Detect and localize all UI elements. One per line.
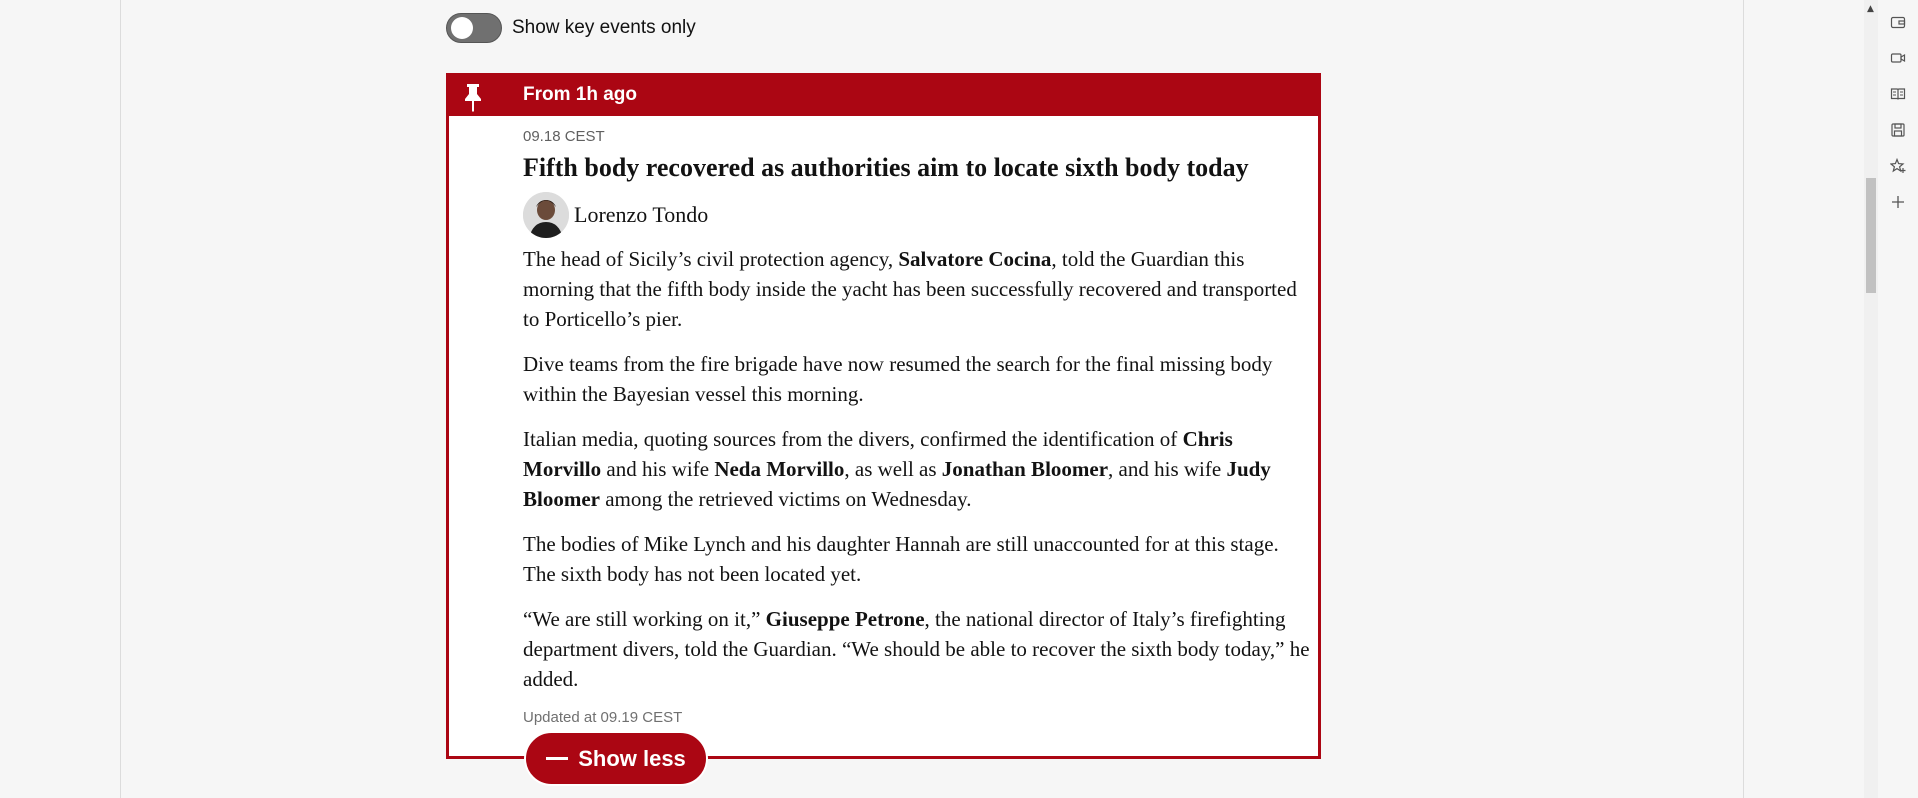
text-run: , told the Guardian this morning that the fifth body inside the yacht has been successfully recovered and transported to Porticello’s pier. <box>523 247 1297 331</box>
wallet-icon[interactable] <box>1890 14 1906 30</box>
toggle-knob <box>451 17 473 39</box>
scroll-up-arrow-icon[interactable]: ▲ <box>1867 4 1874 14</box>
bold-name: Giuseppe Petrone <box>765 607 925 631</box>
minus-icon <box>546 757 568 760</box>
text-run: Italian media, quoting sources from the divers, confirmed the identification of <box>523 427 1183 451</box>
post-headline: Fifth body recovered as authorities aim to locate sixth body today <box>523 153 1249 182</box>
bold-name: Jonathan Bloomer <box>941 457 1109 481</box>
bold-name: Chris Morvillo <box>523 427 1233 481</box>
author-portrait-icon <box>523 192 569 238</box>
text-run: The head of Sicily’s civil protection agency, <box>523 247 899 271</box>
body-paragraph <box>523 244 1313 334</box>
post-body <box>523 244 1313 694</box>
pinned-post-card <box>446 73 1321 759</box>
show-less-label: Show less <box>578 745 686 771</box>
show-less-button[interactable] <box>524 731 708 786</box>
bold-name: Judy Bloomer <box>523 457 1271 511</box>
bold-name: Salvatore Cocina <box>898 247 1052 271</box>
body-paragraph <box>523 349 1313 409</box>
save-icon[interactable] <box>1890 122 1906 138</box>
text-run: “We are still working on it,” <box>523 607 766 631</box>
plus-icon[interactable] <box>1890 194 1906 210</box>
text-run: , the national director of Italy’s firefighting department divers, told the Guardian. “We should be able to recover the sixth body today,” he added. <box>523 607 1310 691</box>
updated-timestamp: Updated at 09.19 CEST <box>523 709 683 726</box>
sparkle-star-icon[interactable] <box>1890 158 1906 174</box>
text-run: , as well as <box>844 457 942 481</box>
pinned-header <box>449 76 1318 116</box>
scrollbar[interactable] <box>1864 0 1878 798</box>
body-paragraph <box>523 529 1313 589</box>
text-run: Dive teams from the fire brigade have now resumed the search for the final missing body within the Bayesian vessel this morning. <box>523 352 1273 406</box>
body-paragraph <box>523 424 1313 514</box>
post-content <box>523 128 1313 726</box>
key-events-toggle[interactable] <box>446 13 502 43</box>
reader-icon[interactable] <box>1890 86 1906 102</box>
body-paragraph <box>523 604 1313 694</box>
video-icon[interactable] <box>1890 50 1906 66</box>
toggle-label: Show key events only <box>512 17 696 38</box>
author-avatar[interactable] <box>523 192 569 238</box>
text-run: The bodies of Mike Lynch and his daughter Hannah are still unaccounted for at this stage. The sixth body has not been located yet. <box>523 532 1279 586</box>
author-name[interactable]: Lorenzo Tondo <box>574 202 709 227</box>
bold-name: Neda Morvillo <box>714 457 845 481</box>
text-run: and his wife <box>601 457 715 481</box>
pin-icon <box>461 82 485 112</box>
byline <box>523 192 1313 238</box>
text-run: , and his wife <box>1108 457 1227 481</box>
scroll-thumb[interactable] <box>1866 178 1876 293</box>
pinned-label: From 1h ago <box>523 84 638 105</box>
text-run: among the retrieved victims on Wednesday. <box>599 487 972 511</box>
key-events-toggle-row <box>446 13 696 43</box>
browser-side-rail <box>1878 0 1918 798</box>
post-timestamp[interactable]: 09.18 CEST <box>523 128 605 145</box>
